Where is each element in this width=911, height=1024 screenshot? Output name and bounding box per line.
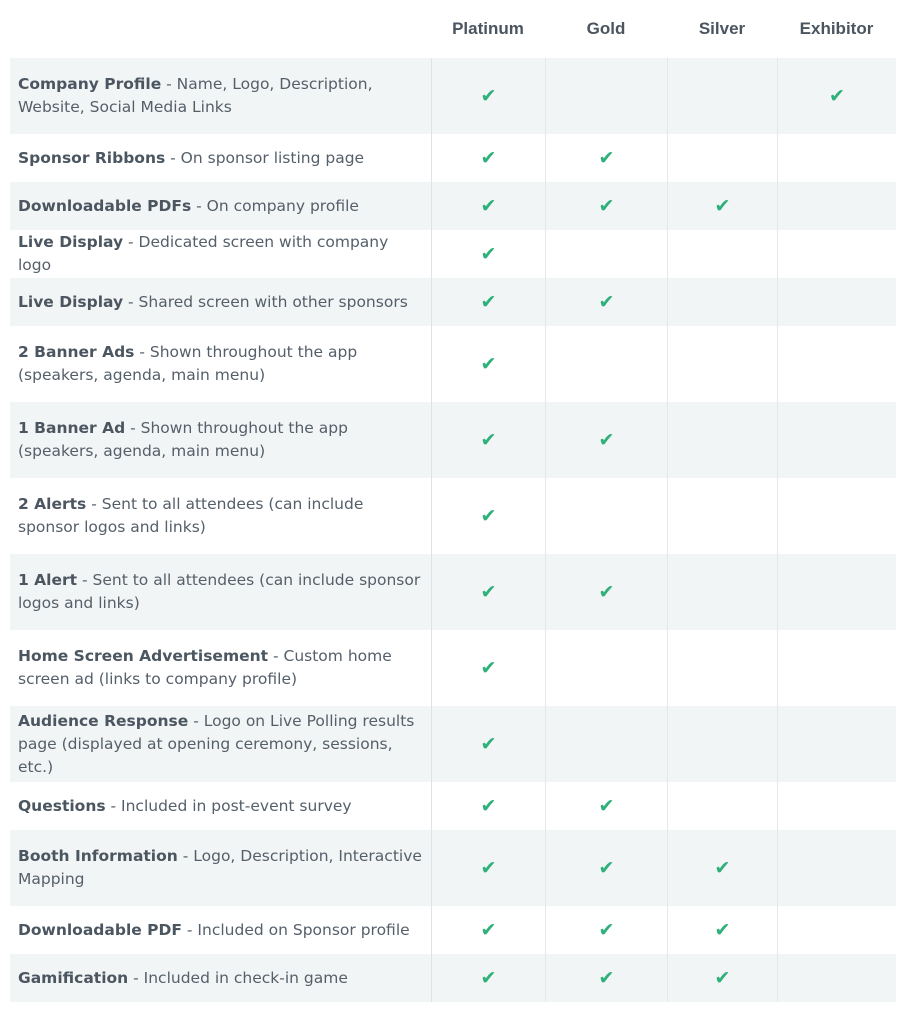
tier-cell-silver [667,954,777,1002]
feature-description: - Custom home screen ad (links to company profile) [18,647,392,688]
checkmark-icon: ✔ [480,918,497,941]
tier-cell-gold [545,278,667,326]
checkmark-icon: ✔ [480,428,497,451]
checkmark-icon: ✔ [480,732,497,755]
feature-label [10,134,431,182]
feature-label [10,326,431,402]
feature-description: - Shown throughout the app (speakers, agenda, main menu) [18,343,358,384]
tier-cell-silver [667,278,777,326]
tier-cell-silver [667,830,777,906]
tier-cell-gold [545,554,667,630]
tier-cell-platinum [431,278,545,326]
tier-cell-gold [545,954,667,1002]
column-header-gold: Gold [586,19,626,38]
table-row [10,278,896,326]
feature-description: - Dedicated screen with company logo [18,233,389,274]
tier-cell-exhibitor [777,478,896,554]
table-row [10,706,896,782]
checkmark-icon: ✔ [598,580,615,603]
column-header-platinum: Platinum [452,19,524,38]
feature-name: Audience Response [18,711,189,730]
feature-description: - Shown throughout the app (speakers, agenda, main menu) [18,419,348,460]
checkmark-icon: ✔ [480,242,497,265]
table-row [10,782,896,830]
feature-label [10,630,431,706]
tier-cell-platinum [431,554,545,630]
tier-cell-exhibitor [777,782,896,830]
checkmark-icon: ✔ [480,794,497,817]
feature-label [10,58,431,134]
table-body [10,58,896,1002]
feature-description: - Name, Logo, Description, Website, Social Media Links [18,75,373,116]
feature-name: Home Screen Advertisement [18,647,269,665]
tier-cell-silver [667,182,777,230]
tier-cell-gold [545,782,667,830]
feature-name: Company Profile [18,75,162,93]
tier-cell-silver [667,402,777,478]
table-row [10,830,896,906]
checkmark-icon: ✔ [598,146,615,169]
table-row [10,402,896,478]
tier-cell-gold [545,630,667,706]
feature-name: Downloadable PDFs [18,196,192,215]
tier-cell-gold [545,706,667,782]
column-header-exhibitor: Exhibitor [799,19,874,38]
tier-cell-silver [667,630,777,706]
tier-cell-exhibitor [777,326,896,402]
tier-cell-silver [667,134,777,182]
tier-cell-platinum [431,478,545,554]
feature-name: Live Display [18,233,124,251]
tier-cell-platinum [431,706,545,782]
feature-name: 2 Banner Ads [18,343,135,361]
tier-cell-silver [667,706,777,782]
checkmark-icon: ✔ [598,966,615,989]
tier-cell-exhibitor [777,706,896,782]
tier-cell-exhibitor [777,954,896,1002]
feature-description: - On sponsor listing page [165,148,365,167]
checkmark-icon: ✔ [598,194,615,217]
tier-cell-exhibitor [777,182,896,230]
tier-cell-silver [667,230,777,278]
tier-cell-gold [545,830,667,906]
tier-cell-gold [545,58,667,134]
feature-label [10,782,431,830]
tier-cell-platinum [431,326,545,402]
checkmark-icon: ✔ [480,656,497,679]
checkmark-icon: ✔ [598,428,615,451]
checkmark-icon: ✔ [714,856,731,879]
checkmark-icon: ✔ [714,966,731,989]
checkmark-icon: ✔ [598,794,615,817]
checkmark-icon: ✔ [480,856,497,879]
table-row [10,478,896,554]
checkmark-icon: ✔ [480,290,497,313]
feature-description: - Logo on Live Polling results page (displayed at opening ceremony, sessions, etc.) [18,711,415,776]
tier-cell-exhibitor [777,278,896,326]
feature-label [10,830,431,906]
tier-cell-platinum [431,134,545,182]
feature-label [10,906,431,954]
feature-name: Gamification [18,968,129,987]
table-row [10,230,896,278]
tier-cell-platinum [431,402,545,478]
tier-cell-exhibitor [777,230,896,278]
feature-description: - Shared screen with other sponsors [123,292,408,311]
feature-label [10,554,431,630]
tier-cell-silver [667,326,777,402]
table-row [10,134,896,182]
feature-label [10,230,431,278]
feature-name: 1 Banner Ad [18,419,126,437]
feature-name: 1 Alert [18,571,78,589]
checkmark-icon: ✔ [480,146,497,169]
feature-description: - Logo, Description, Interactive Mapping [18,847,422,888]
table-row [10,58,896,134]
tier-cell-platinum [431,182,545,230]
tier-cell-platinum [431,782,545,830]
column-header-silver: Silver [698,19,746,38]
checkmark-icon: ✔ [480,580,497,603]
checkmark-icon: ✔ [598,918,615,941]
table-row [10,630,896,706]
header-feature-spacer [10,0,431,58]
tier-cell-gold [545,182,667,230]
tier-cell-platinum [431,954,545,1002]
feature-label [10,954,431,1002]
feature-description: - Included on Sponsor profile [181,920,410,939]
checkmark-icon: ✔ [480,504,497,527]
tier-cell-gold [545,230,667,278]
feature-description: - Included in check-in game [128,968,348,987]
checkmark-icon: ✔ [829,84,845,107]
tier-cell-exhibitor [777,630,896,706]
tier-cell-exhibitor [777,58,896,134]
feature-name: Downloadable PDF [18,920,182,939]
feature-label [10,402,431,478]
tier-cell-silver [667,554,777,630]
tier-cell-silver [667,906,777,954]
feature-name: Live Display [18,292,124,311]
feature-name: Sponsor Ribbons [18,148,166,167]
tier-cell-gold [545,478,667,554]
feature-name: Booth Information [18,847,178,865]
tier-cell-platinum [431,906,545,954]
checkmark-icon: ✔ [480,84,497,107]
feature-label [10,478,431,554]
checkmark-icon: ✔ [598,856,615,879]
feature-description: - Sent to all attendees (can include sponsor logos and links) [18,571,421,612]
table-row [10,182,896,230]
tier-cell-exhibitor [777,906,896,954]
tier-cell-silver [667,58,777,134]
tier-cell-gold [545,402,667,478]
tier-cell-platinum [431,830,545,906]
tier-cell-exhibitor [777,402,896,478]
tier-cell-gold [545,134,667,182]
feature-label [10,706,431,782]
tier-cell-platinum [431,230,545,278]
tier-cell-gold [545,906,667,954]
table-row [10,954,896,1002]
sponsorship-comparison-table [10,0,896,1002]
table-row [10,326,896,402]
feature-label [10,182,431,230]
table-row [10,906,896,954]
tier-cell-silver [667,782,777,830]
feature-description: - On company profile [191,196,359,215]
tier-cell-gold [545,326,667,402]
feature-label [10,278,431,326]
feature-description: - Included in post-event survey [105,796,352,815]
checkmark-icon: ✔ [480,194,497,217]
tier-cell-platinum [431,58,545,134]
checkmark-icon: ✔ [480,966,497,989]
checkmark-icon: ✔ [480,352,497,375]
checkmark-icon: ✔ [714,918,731,941]
checkmark-icon: ✔ [598,290,615,313]
tier-cell-exhibitor [777,134,896,182]
tier-cell-silver [667,478,777,554]
tier-cell-exhibitor [777,554,896,630]
feature-name: 2 Alerts [18,495,87,513]
feature-description: - Sent to all attendees (can include sponsor logos and links) [18,495,364,536]
checkmark-icon: ✔ [714,194,731,217]
tier-cell-platinum [431,630,545,706]
table-header [10,0,896,58]
tier-cell-exhibitor [777,830,896,906]
feature-name: Questions [18,796,106,815]
table-row [10,554,896,630]
